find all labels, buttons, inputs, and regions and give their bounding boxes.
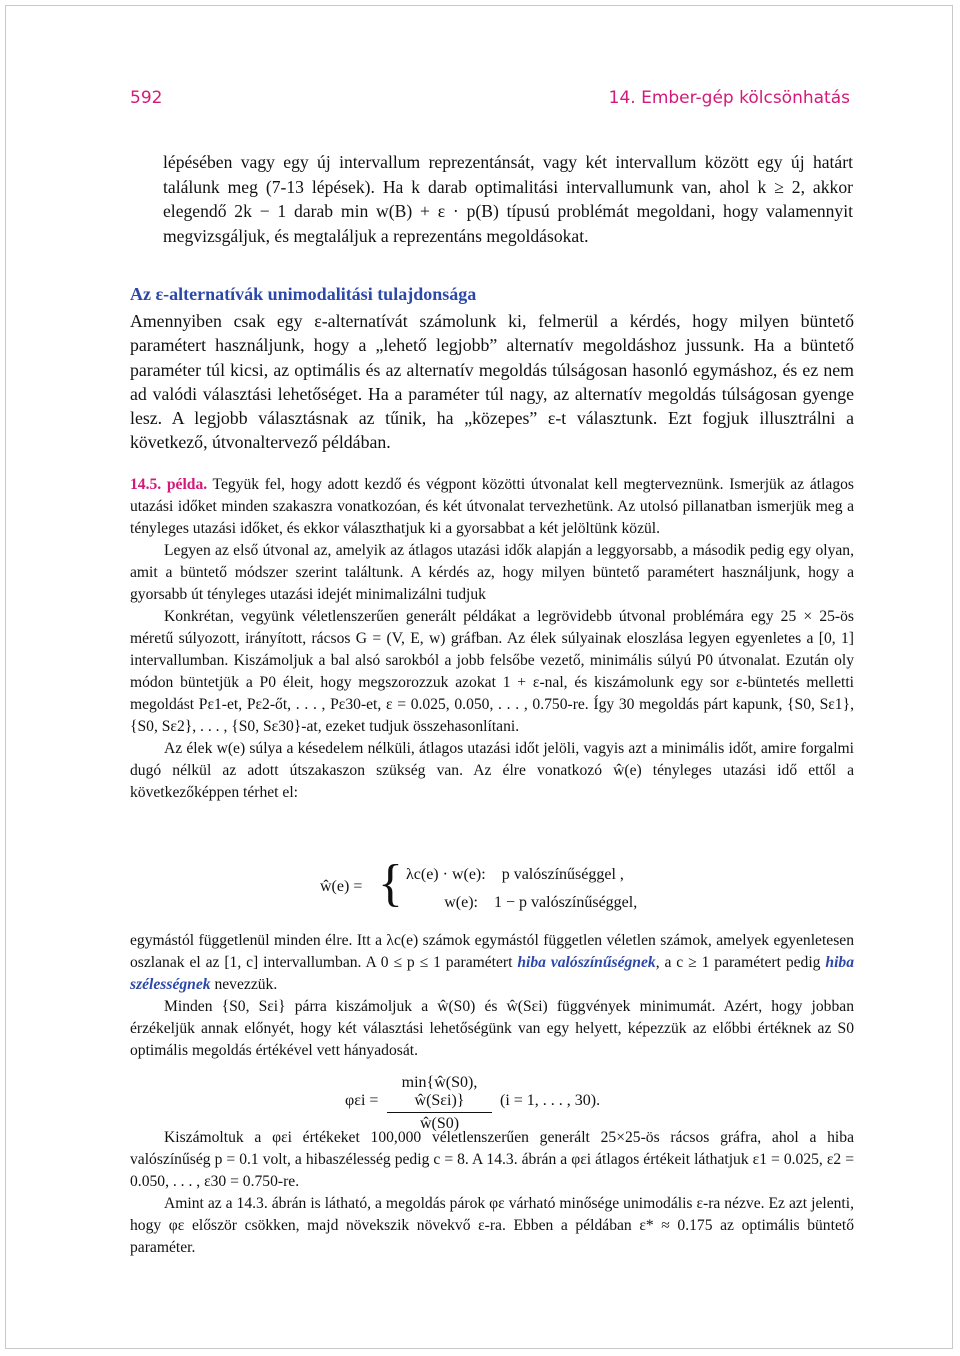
eq1-row1-cond: p valószínűséggel , xyxy=(501,866,624,883)
eq1-row-1 xyxy=(406,866,624,884)
equation-2 xyxy=(345,1074,665,1132)
eq2-lhs: φεi = xyxy=(345,1092,379,1109)
example-paragraph-4: Az élek w(e) súlya a késedelem nélküli, átlagos utazási időt jelöli, vagyis azt a minimális időt, amire forgalmi dugó nélkül az adott útszakaszon szükség van. Az élre vonatkozó ŵ(e) tényleges utazási idő ettől a következőképpen térhet el: xyxy=(130,740,854,801)
example-paragraph-3: Konkrétan, vegyünk véletlenszerűen generált példákat a legrövidebb útvonal problémára egy 25 × 25-ös méretű súlyozott, irányított, rácsos G = (V, E, w) gráfban. Az élek súlyainak eloszlása legyen egyenletes a [0, 1] intervallumban. Kiszámoljuk a bal alsó sarokból a jobb felsőbe vezető, minimális súlyú P0 útvonalat. Ezután oly módon büntetjük a P0 éleit, hogy megszorozzuk azokat 1 + ε-nal, és kiszámolunk egy sor ε-büntetés melletti megoldást Pε1-et, Pε2-őt, . . . , Pε30-et, ε = 0.025, 0.050, . . . , 0.750-re. Így 30 megoldás párt kapunk, {S0, Sε1}, {S0, Sε2}, . . . , {S0, Sε30}-at, ezeket tudjuk összehasonlítani. xyxy=(130,608,854,735)
after-eq1-text-b: , a c ≥ 1 paramétert pedig xyxy=(655,954,826,971)
intro-text: lépésében vagy egy új intervallum reprezentánsát, vagy két intervallum között egy új határt találunk meg (7-13 lépések). Ha k darab optimalitási intervallumunk van, ahol k ≥ 2, akkor elegendő 2k − 1 darab min w(B) + ε · p(B) típusú problémát megoldani, hogy valamennyit megvizsgáljuk, és megtaláljuk a reprezentáns megoldásokat. xyxy=(163,152,853,246)
eq1-lhs: ŵ(e) = xyxy=(320,878,363,895)
example-paragraph-2: Legyen az első útvonal az, amelyik az átlagos utazási idők alapján a leggyorsabb, a második pedig egy olyan, amit a büntető módszer szerint találtunk. A kérdés az, hogy milyen büntető paramétert használjunk, hogy a gyorsabb út tényleges utazási idejét minimalizálni tudjuk xyxy=(130,542,854,603)
eq1-brace: { xyxy=(378,855,403,912)
term-error-probability: hiba valószínűségnek xyxy=(517,954,656,971)
section-body: Amennyiben csak egy ε-alternatívát számolunk ki, felmerül a kérdés, hogy milyen büntető paramétert használjunk, hogy a „lehető legjobb” alternatív megoldáshoz jussunk. Ha a büntető paraméter túl kicsi, az optimális és az alternatív megoldás túlságosan hasonló egymáshoz, és ez nem ad valódi választási lehetőséget. Ha a paraméter túl nagy, az alternatív megoldás túlságosan gyenge lesz. A legjobb választásnak az tűnik, ha „közepes” ε-t választunk. Ezt fogjuk illusztrálni a következő, útvonaltervező példában. xyxy=(130,311,854,453)
closing-paragraph-2: Amint az a 14.3. ábrán is látható, a megoldás párok φε várható minősége unimodális ε-ra nézve. Ez azt jelenti, hogy φε először csökken, majd növekszik növekvő ε-ra. Ebben a példában ε* ≈ 0.175 az optimális büntető paraméter. xyxy=(130,1195,854,1256)
eq2-range: (i = 1, . . . , 30). xyxy=(500,1092,601,1109)
after-eq1-paragraph-2: Minden {S0, Sεi} párra kiszámoljuk a ŵ(S0) és ŵ(Sεi) függvények minimumát. Azért, hogy jobban érzékeljük annak előnyét, hogy két választási lehetőségünk van egy helyett, képezzük az előbbi értéknek az S0 optimális megoldás értékével vett hányadosát. xyxy=(130,998,854,1059)
after-eq1-text-a: egymástól függetlenül minden élre. Itt a λc(e) számok egymástól független véletlen számok, amelyek egyenletesen oszlanak el az [1, c] intervallumban. A 0 ≤ p ≤ 1 paramétert xyxy=(130,932,854,971)
closing-paragraph-1: Kiszámoltuk a φεi értékeket 100,000 véletlenszerűen generált 25×25-ös rácsos gráfra, ahol a hiba valószínűség p = 0.1 volt, a hibaszélesség pedig c = 8. A 14.3. ábrán a φεi átlagos értékeit láthatjuk ε1 = 0.025, ε2 = 0.050, . . . , ε30 = 0.750-re. xyxy=(130,1129,854,1190)
eq2-denominator: ŵ(S0) xyxy=(419,1115,460,1132)
eq1-row2-cond: 1 − p valószínűséggel, xyxy=(494,894,638,911)
example-block xyxy=(130,474,854,804)
intro-paragraph xyxy=(163,150,853,248)
eq1-row-2 xyxy=(406,894,637,912)
equation-1 xyxy=(320,855,720,918)
page-number: 592 xyxy=(130,88,163,108)
eq1-row1-expr: λc(e) · w(e): xyxy=(406,866,486,883)
example-label: 14.5. példa. xyxy=(130,476,208,493)
closing-block xyxy=(130,1127,854,1259)
eq2-fraction xyxy=(387,1074,492,1133)
chapter-title: 14. Ember-gép kölcsönhatás xyxy=(608,88,850,108)
after-eq1-text-c: nevezzük. xyxy=(210,976,278,993)
eq2-numerator: min{ŵ(S0), ŵ(Sεi)} xyxy=(387,1074,492,1113)
eq1-row2-expr: w(e): xyxy=(444,894,478,911)
section-heading: Az ε-alternatívák unimodalitási tulajdonsága xyxy=(130,284,477,304)
example-paragraph-1: Tegyük fel, hogy adott kezdő és végpont közötti útvonalat kell megterveznünk. Ismerjük az átlagos utazási időket minden szakaszra vonatkozóan, és két útvonalat tervezhetünk. Az utolsó pillanatban ismerjük meg a tényleges utazási időket, és ekkor választhatjuk ki a gyorsabbat a két jelöltünk közül. xyxy=(130,476,854,537)
after-equation-block xyxy=(130,930,854,1062)
term-error-width: hiba szélességnek xyxy=(130,954,854,993)
